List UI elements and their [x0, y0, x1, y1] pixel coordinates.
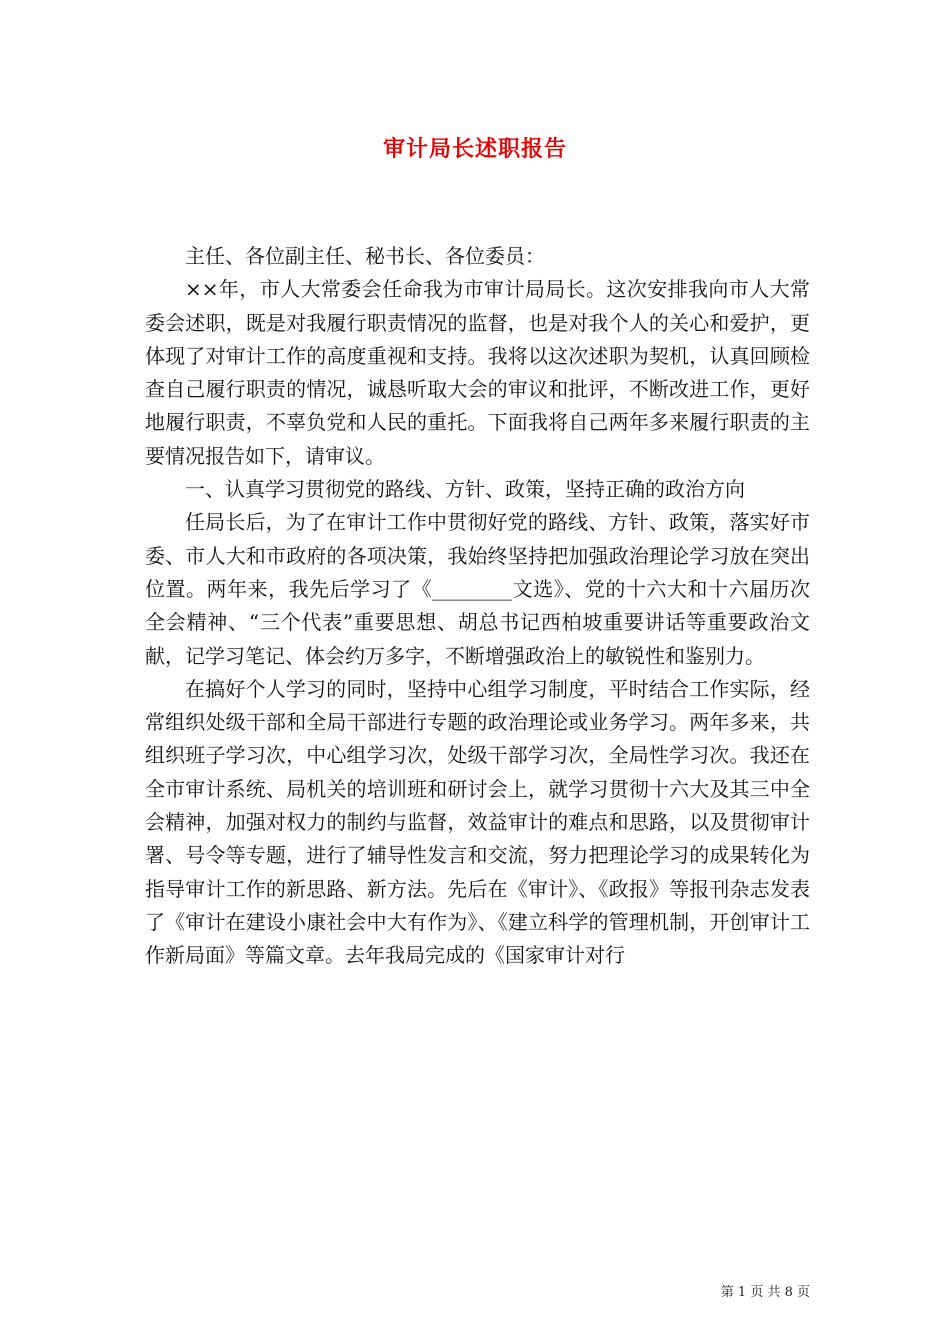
document-body [145, 240, 810, 973]
salutation-paragraph: 主任、各位副主任、秘书长、各位委员： [185, 244, 545, 268]
body-paragraph: 在搞好个人学习的同时，坚持中心组学习制度，平时结合工作实际，经常组织处级干部和全局干部进行专题的政治理论或业务学习。两年多来，共组织班子学习次，中心组学习次，处级干部学习次，全局性学习次。我还在全市审计系统、局机关的培训班和研讨会上，就学习贯彻十六大及其三中全会精神，加强对权力的制约与监督，效益审计的难点和思路，以及贯彻审计署、号令等专题，进行了辅导性发言和交流，努力把理论学习的成果转化为指导审计工作的新思路、新方法。先后在《审计》、《政报》等报刊杂志发表了《审计在建设小康社会中大有作为》、《建立科学的管理机制，开创审计工作新局面》等篇文章。去年我局完成的《国家审计对行 [145, 676, 810, 968]
body-paragraph: 任局长后，为了在审计工作中贯彻好党的路线、方针、政策，落实好市委、市人大和市政府的各项决策，我始终坚持把加强政治理论学习放在突出位置。两年来，我先后学习了《________文选》、党的十六大和十六届历次全会精神、“三个代表”重要思想、胡总书记西柏坡重要讲话等重要政治文献，记学习笔记、体会约万多字，不断增强政治上的敏锐性和鉴别力。 [145, 510, 810, 668]
section-heading: 一、认真学习贯彻党的路线、方针、政策，坚持正确的政治方向 [185, 477, 745, 502]
document-title: 审计局长述职报告 [382, 136, 567, 162]
page-number: 第 1 页 共 8 页 [720, 1285, 810, 1300]
body-paragraph: ××年，市人大常委会任命我为市审计局局长。这次安排我向市人大常委会述职，既是对我履行职责情况的监督，也是对我个人的关心和爱护，更体现了对审计工作的高度重视和支持。我将以这次述职为契机，认真回顾检查自己履行职责的情况，诚恳听取大会的审议和批评，不断改进工作，更好地履行职责，不辜负党和人民的重托。下面我将自己两年多来履行职责的主要情况报告如下，请审议。 [145, 277, 810, 468]
